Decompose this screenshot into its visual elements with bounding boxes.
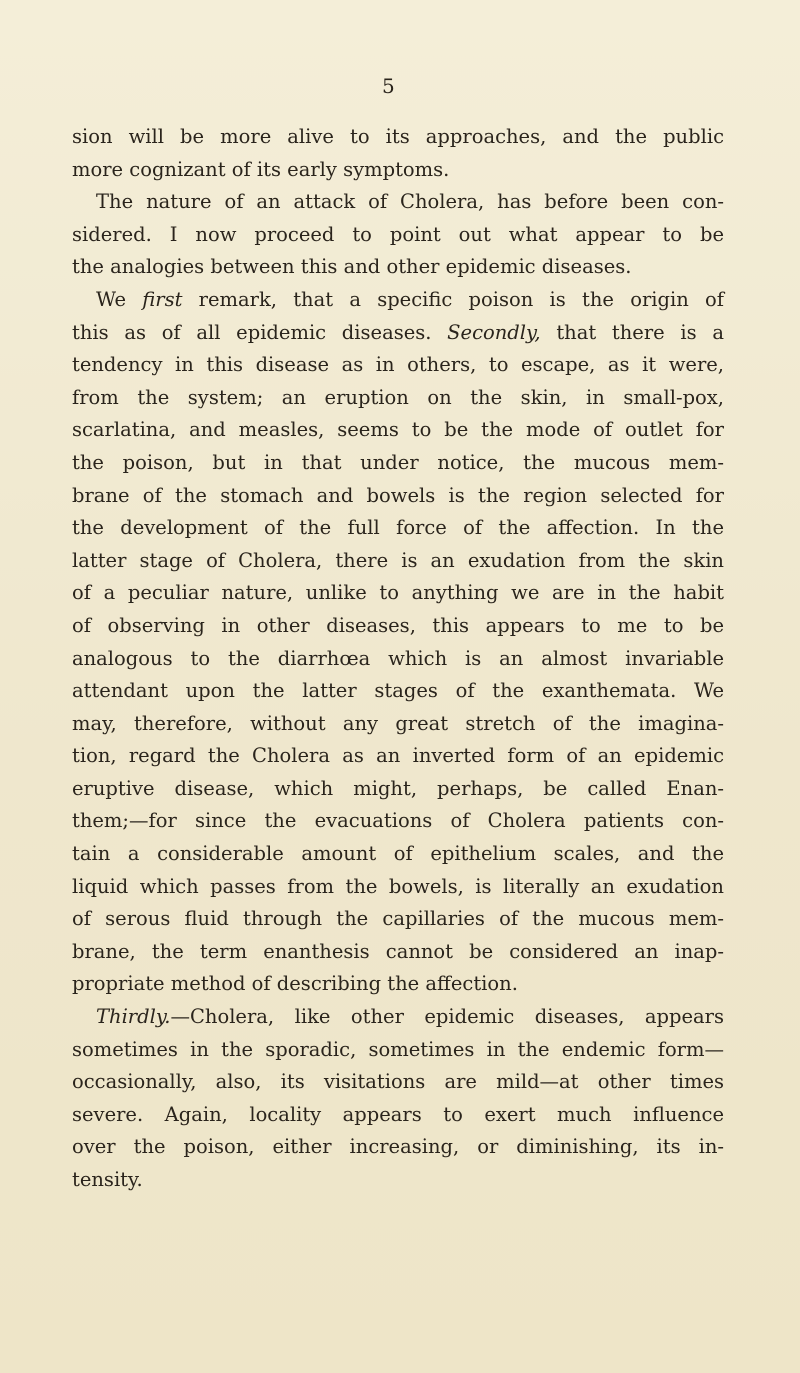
text-line: over the poison, either increasing, or diminishing, its in- [72, 1135, 724, 1159]
text-line: sidered. I now proceed to point out what appear to be [72, 222, 724, 246]
italic-text: first [142, 287, 183, 311]
text-line: tendency in this disease as in others, to escape, as it were, [72, 353, 724, 377]
text-line: analogous to the diarrhœa which is an almost invariable [72, 646, 724, 670]
text-line: tain a considerable amount of epithelium scales, and the [72, 842, 724, 866]
page-number: 5 [382, 74, 395, 98]
text-line: liquid which passes from the bowels, is literally an exudation [72, 874, 724, 898]
text-line: attendant upon the latter stages of the exanthemata. We [72, 679, 724, 703]
text-line: sion will be more alive to its approaches, and the public [72, 125, 724, 148]
text-segment: that there is a [540, 320, 725, 344]
text-line: latter stage of Cholera, there is an exudation from the skin [72, 548, 724, 572]
text-line: may, therefore, without any great stretch of the imagina- [72, 711, 724, 735]
text-line: tion, regard the Cholera as an inverted form of an epidemic [72, 744, 724, 768]
text-line: sometimes in the sporadic, sometimes in the endemic form— [72, 1037, 724, 1061]
text-line: the poison, but in that under notice, the mucous mem- [72, 450, 724, 474]
text-line: brane of the stomach and bowels is the region selected for [72, 483, 724, 507]
text-line [72, 1001, 724, 1034]
text-line [72, 317, 724, 350]
text-line: severe. Again, locality appears to exert much influence [72, 1102, 724, 1126]
text-line: propriate method of describing the affection. [72, 972, 518, 996]
text-line: of observing in other diseases, this appears to me to be [72, 613, 724, 637]
text-line: them;—for since the evacuations of Cholera patients con- [72, 809, 724, 833]
text-line: of a peculiar nature, unlike to anything we are in the habit [72, 581, 724, 605]
text-line: scarlatina, and measles, seems to be the mode of outlet for [72, 418, 724, 442]
body-text [72, 121, 724, 1197]
text-line: the analogies between this and other epidemic diseases. [72, 255, 632, 279]
text-line: tensity. [72, 1168, 143, 1191]
text-line: the development of the full force of the affection. In the [72, 516, 724, 540]
text-line: eruptive disease, which might, perhaps, be called Enan- [72, 776, 724, 800]
text-line: from the system; an eruption on the skin, in small-pox, [72, 385, 724, 409]
text-segment: remark, that a specific poison is the origin of [182, 287, 724, 311]
text-line: The nature of an attack of Cholera, has before been con- [96, 190, 724, 214]
text-line: brane, the term enanthesis cannot be considered an inap- [72, 939, 724, 963]
text-segment: We [96, 287, 143, 311]
text-segment: —Cholera, like other epidemic diseases, appears [170, 1005, 724, 1029]
text-segment: this as of all epidemic diseases. [72, 320, 448, 344]
text-line: of serous fluid through the capillaries of the mucous mem- [72, 907, 724, 931]
italic-text: Secondly, [447, 320, 541, 344]
text-line: occasionally, also, its visitations are mild—at other times [72, 1070, 724, 1094]
text-line: more cognizant of its early symptoms. [72, 157, 450, 181]
text-line [72, 284, 724, 317]
italic-text: Thirdly. [96, 1005, 171, 1029]
